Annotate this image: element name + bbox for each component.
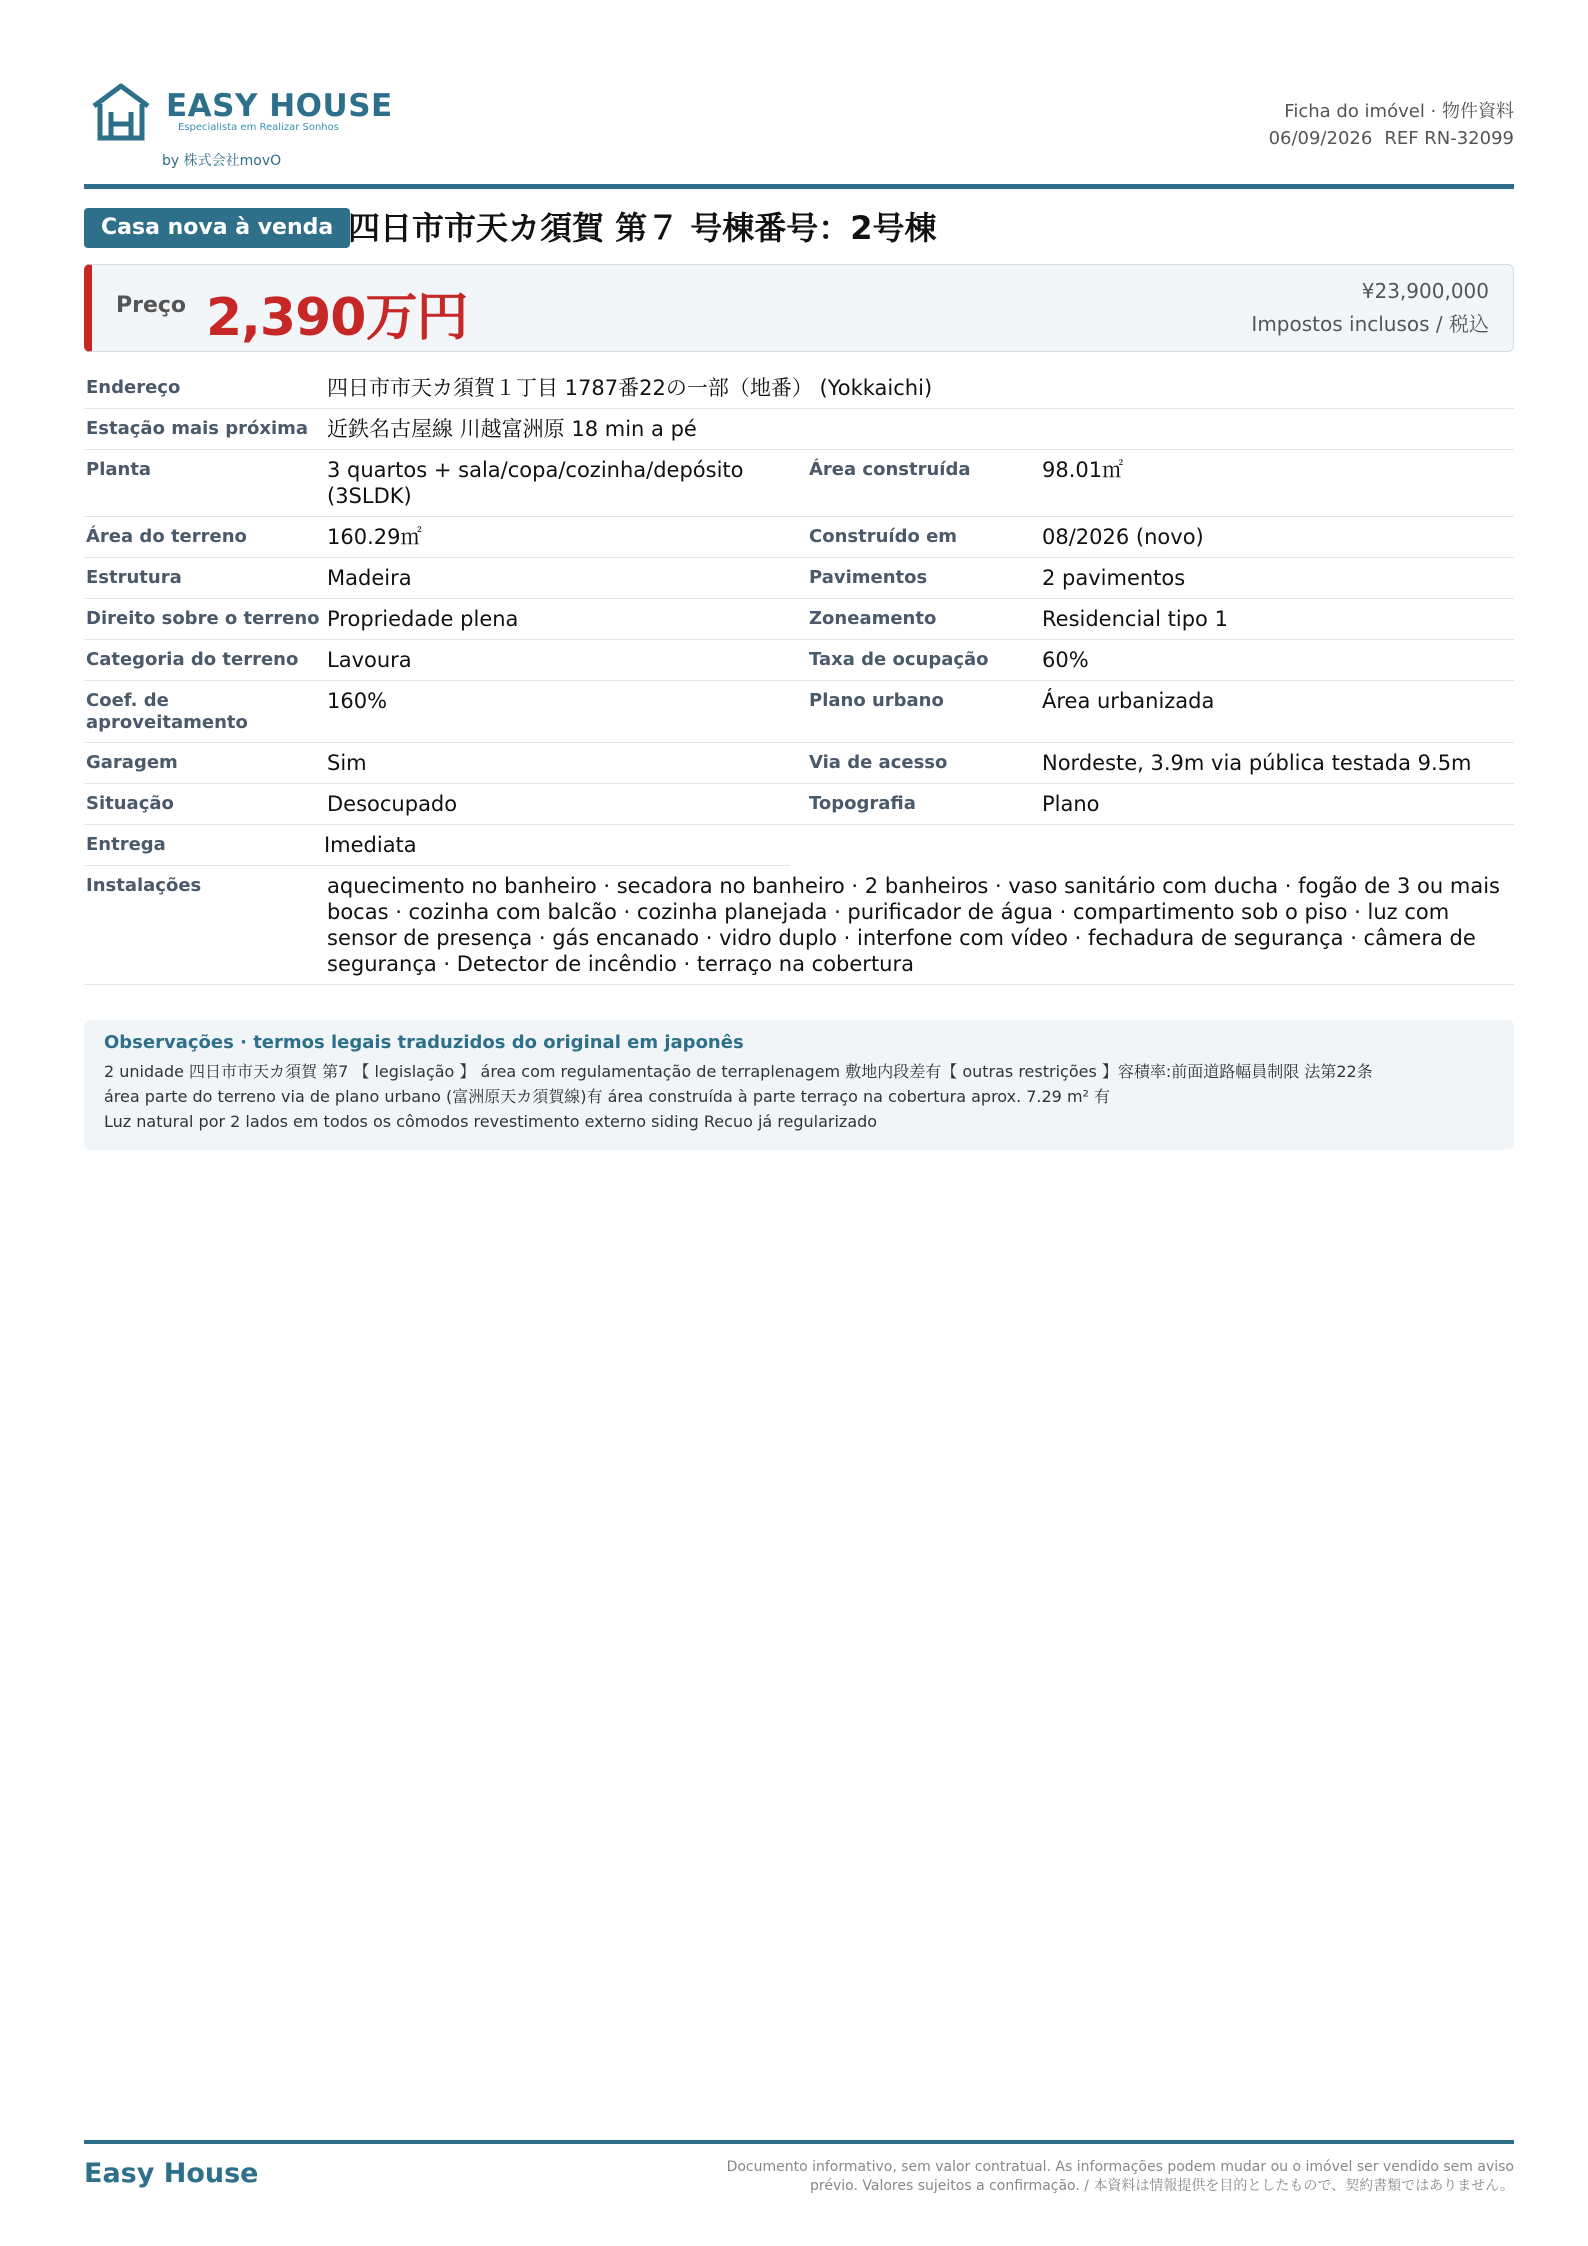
detail-value: 98.01㎡ bbox=[1042, 458, 1124, 482]
detail-label: Entrega bbox=[86, 834, 166, 855]
detail-cell bbox=[84, 450, 799, 516]
detail-value: Madeira bbox=[327, 566, 412, 590]
detail-cell bbox=[799, 558, 1514, 598]
detail-value: Nordeste, 3.9m via pública testada 9.5m bbox=[1042, 751, 1472, 775]
detail-label: Área construída bbox=[809, 459, 971, 480]
detail-label: Construído em bbox=[809, 526, 958, 547]
house-logo-icon bbox=[90, 82, 152, 142]
detail-label: Pavimentos bbox=[809, 567, 928, 588]
detail-value: 近鉄名古屋線 川越富洲原 18 min a pé bbox=[327, 417, 697, 441]
detail-value: Sim bbox=[327, 751, 367, 775]
detail-row-facilities bbox=[84, 866, 1514, 985]
brand-tagline: Especialista em Realizar Sonhos bbox=[178, 122, 339, 133]
detail-cell bbox=[799, 743, 1514, 783]
date-ref-line bbox=[1269, 125, 1514, 152]
detail-value: 2 pavimentos bbox=[1042, 566, 1186, 590]
detail-label: Plano urbano bbox=[809, 690, 944, 711]
detail-value: 08/2026 (novo) bbox=[1042, 525, 1204, 549]
notes-title: Observações · termos legais traduzidos do original em japonês bbox=[104, 1032, 744, 1053]
detail-cell bbox=[84, 743, 799, 783]
detail-label: Topografia bbox=[809, 793, 916, 814]
detail-label: Direito sobre o terreno bbox=[86, 608, 320, 629]
detail-value: Imediata bbox=[323, 833, 417, 857]
detail-cell bbox=[799, 517, 1514, 557]
detail-label: Instalações bbox=[86, 875, 202, 896]
document-type: Ficha do imóvel · 物件資料 bbox=[1284, 101, 1514, 122]
footer-brand: Easy House bbox=[84, 2158, 259, 2189]
detail-label: Garagem bbox=[86, 752, 178, 773]
detail-cell bbox=[799, 640, 1514, 680]
detail-cell bbox=[84, 517, 799, 557]
detail-row-status bbox=[84, 784, 1514, 825]
disclaimer-line: Documento informativo, sem valor contratual. As informações podem mudar ou o imóvel ser vendido sem aviso bbox=[726, 2159, 1514, 2175]
detail-label: Endereço bbox=[86, 377, 181, 398]
detail-label: Taxa de ocupação bbox=[809, 649, 989, 670]
detail-value: Área urbanizada bbox=[1042, 689, 1215, 713]
footer-divider bbox=[84, 2140, 1514, 2144]
notes-line: 2 unidade 四日市市天カ須賀 第7 【 legislação 】 área com regulamentação de terraplenagem 敷地内段差有【 outras restrições 】容積率:前面道路幅員制限 法第22条 bbox=[104, 1062, 1373, 1081]
detail-row-layout bbox=[84, 450, 1514, 517]
detail-cell bbox=[799, 599, 1514, 639]
detail-value: Residencial tipo 1 bbox=[1042, 607, 1228, 631]
detail-value: 60% bbox=[1042, 648, 1089, 672]
detail-label: Coef. de aproveitamento bbox=[86, 690, 248, 733]
detail-label: Planta bbox=[86, 459, 152, 480]
detail-cell bbox=[799, 681, 1514, 742]
detail-label: Zoneamento bbox=[809, 608, 937, 629]
detail-cell bbox=[84, 558, 799, 598]
detail-row-station bbox=[84, 409, 1514, 450]
detail-value: Propriedade plena bbox=[327, 607, 519, 631]
document-date: 06/09/2026 bbox=[1268, 128, 1373, 149]
detail-label: Categoria do terreno bbox=[86, 649, 299, 670]
notes-line: Luz natural por 2 lados em todos os cômodos revestimento externo siding Recuo já regularizado bbox=[104, 1112, 878, 1131]
detail-row-land-category bbox=[84, 640, 1514, 681]
detail-row-delivery bbox=[84, 825, 790, 866]
price-label: Preço bbox=[116, 293, 187, 318]
detail-row-address bbox=[84, 368, 1514, 409]
detail-label: Estrutura bbox=[86, 567, 182, 588]
detail-label: Estação mais próxima bbox=[86, 418, 309, 439]
company-logo bbox=[90, 82, 420, 172]
price-yen: ¥23,900,000 bbox=[1361, 279, 1489, 303]
brand-name: EASY HOUSE bbox=[166, 88, 393, 124]
document-meta bbox=[1269, 98, 1514, 152]
brand-by: by 株式会社movO bbox=[162, 153, 282, 169]
detail-cell bbox=[84, 681, 799, 742]
notes-line: área parte do terreno via de plano urbano (富洲原天カ須賀線)有 área construída à parte terraço na cobertura aprox. 7.29 m² 有 bbox=[104, 1087, 1111, 1106]
header-divider bbox=[84, 184, 1514, 189]
details-table bbox=[84, 368, 1514, 985]
detail-label: Via de acesso bbox=[809, 752, 948, 773]
detail-value: 160.29㎡ bbox=[327, 525, 422, 549]
detail-label: Situação bbox=[86, 793, 174, 814]
notes-panel bbox=[84, 1020, 1514, 1150]
detail-value: 160% bbox=[327, 689, 388, 713]
disclaimer-line: prévio. Valores sujeitos a confirmação. / 本資料は情報提供を目的としたもので、契約書類ではありません。 bbox=[810, 2178, 1514, 2194]
detail-value: 3 quartos + sala/copa/cozinha/depósito (3SLDK) bbox=[327, 458, 744, 508]
detail-cell bbox=[84, 640, 799, 680]
listing-type-badge: Casa nova à venda bbox=[84, 208, 350, 248]
detail-row-structure bbox=[84, 558, 1514, 599]
detail-row-far bbox=[84, 681, 1514, 743]
reference-number: REF RN-32099 bbox=[1384, 128, 1514, 149]
detail-value: Plano bbox=[1042, 792, 1100, 816]
footer-disclaimer bbox=[727, 2158, 1514, 2196]
detail-cell bbox=[84, 784, 799, 824]
price-tax-note: Impostos inclusos / 税込 bbox=[1251, 312, 1489, 336]
detail-value: aquecimento no banheiro · secadora no banheiro · 2 banheiros · vaso sanitário com ducha · fogão de 3 ou mais bocas · cozinha com balcão · cozinha planejada · purificador de água · compartimento sob o piso · luz com sensor de presença · gás encanado · vidro duplo · interfone com vídeo · fechadura de segurança · câmera de segurança · Detector de incêndio · terraço na cobertura bbox=[327, 874, 1500, 976]
detail-cell bbox=[799, 450, 1514, 516]
property-title: 四日市市天カ須賀 第７ 号棟番号：2号棟 bbox=[348, 209, 937, 247]
detail-value: Desocupado bbox=[327, 792, 458, 816]
detail-row-garage bbox=[84, 743, 1514, 784]
detail-value: Lavoura bbox=[327, 648, 412, 672]
detail-cell bbox=[84, 599, 799, 639]
price-panel bbox=[84, 264, 1514, 352]
detail-row-land-rights bbox=[84, 599, 1514, 640]
detail-label: Área do terreno bbox=[86, 526, 247, 547]
detail-value: 四日市市天カ須賀１丁目 1787番22の一部（地番） (Yokkaichi) bbox=[327, 376, 933, 400]
detail-row-land-area bbox=[84, 517, 1514, 558]
detail-cell bbox=[799, 784, 1514, 824]
price-value: 2,390万円 bbox=[206, 288, 468, 348]
